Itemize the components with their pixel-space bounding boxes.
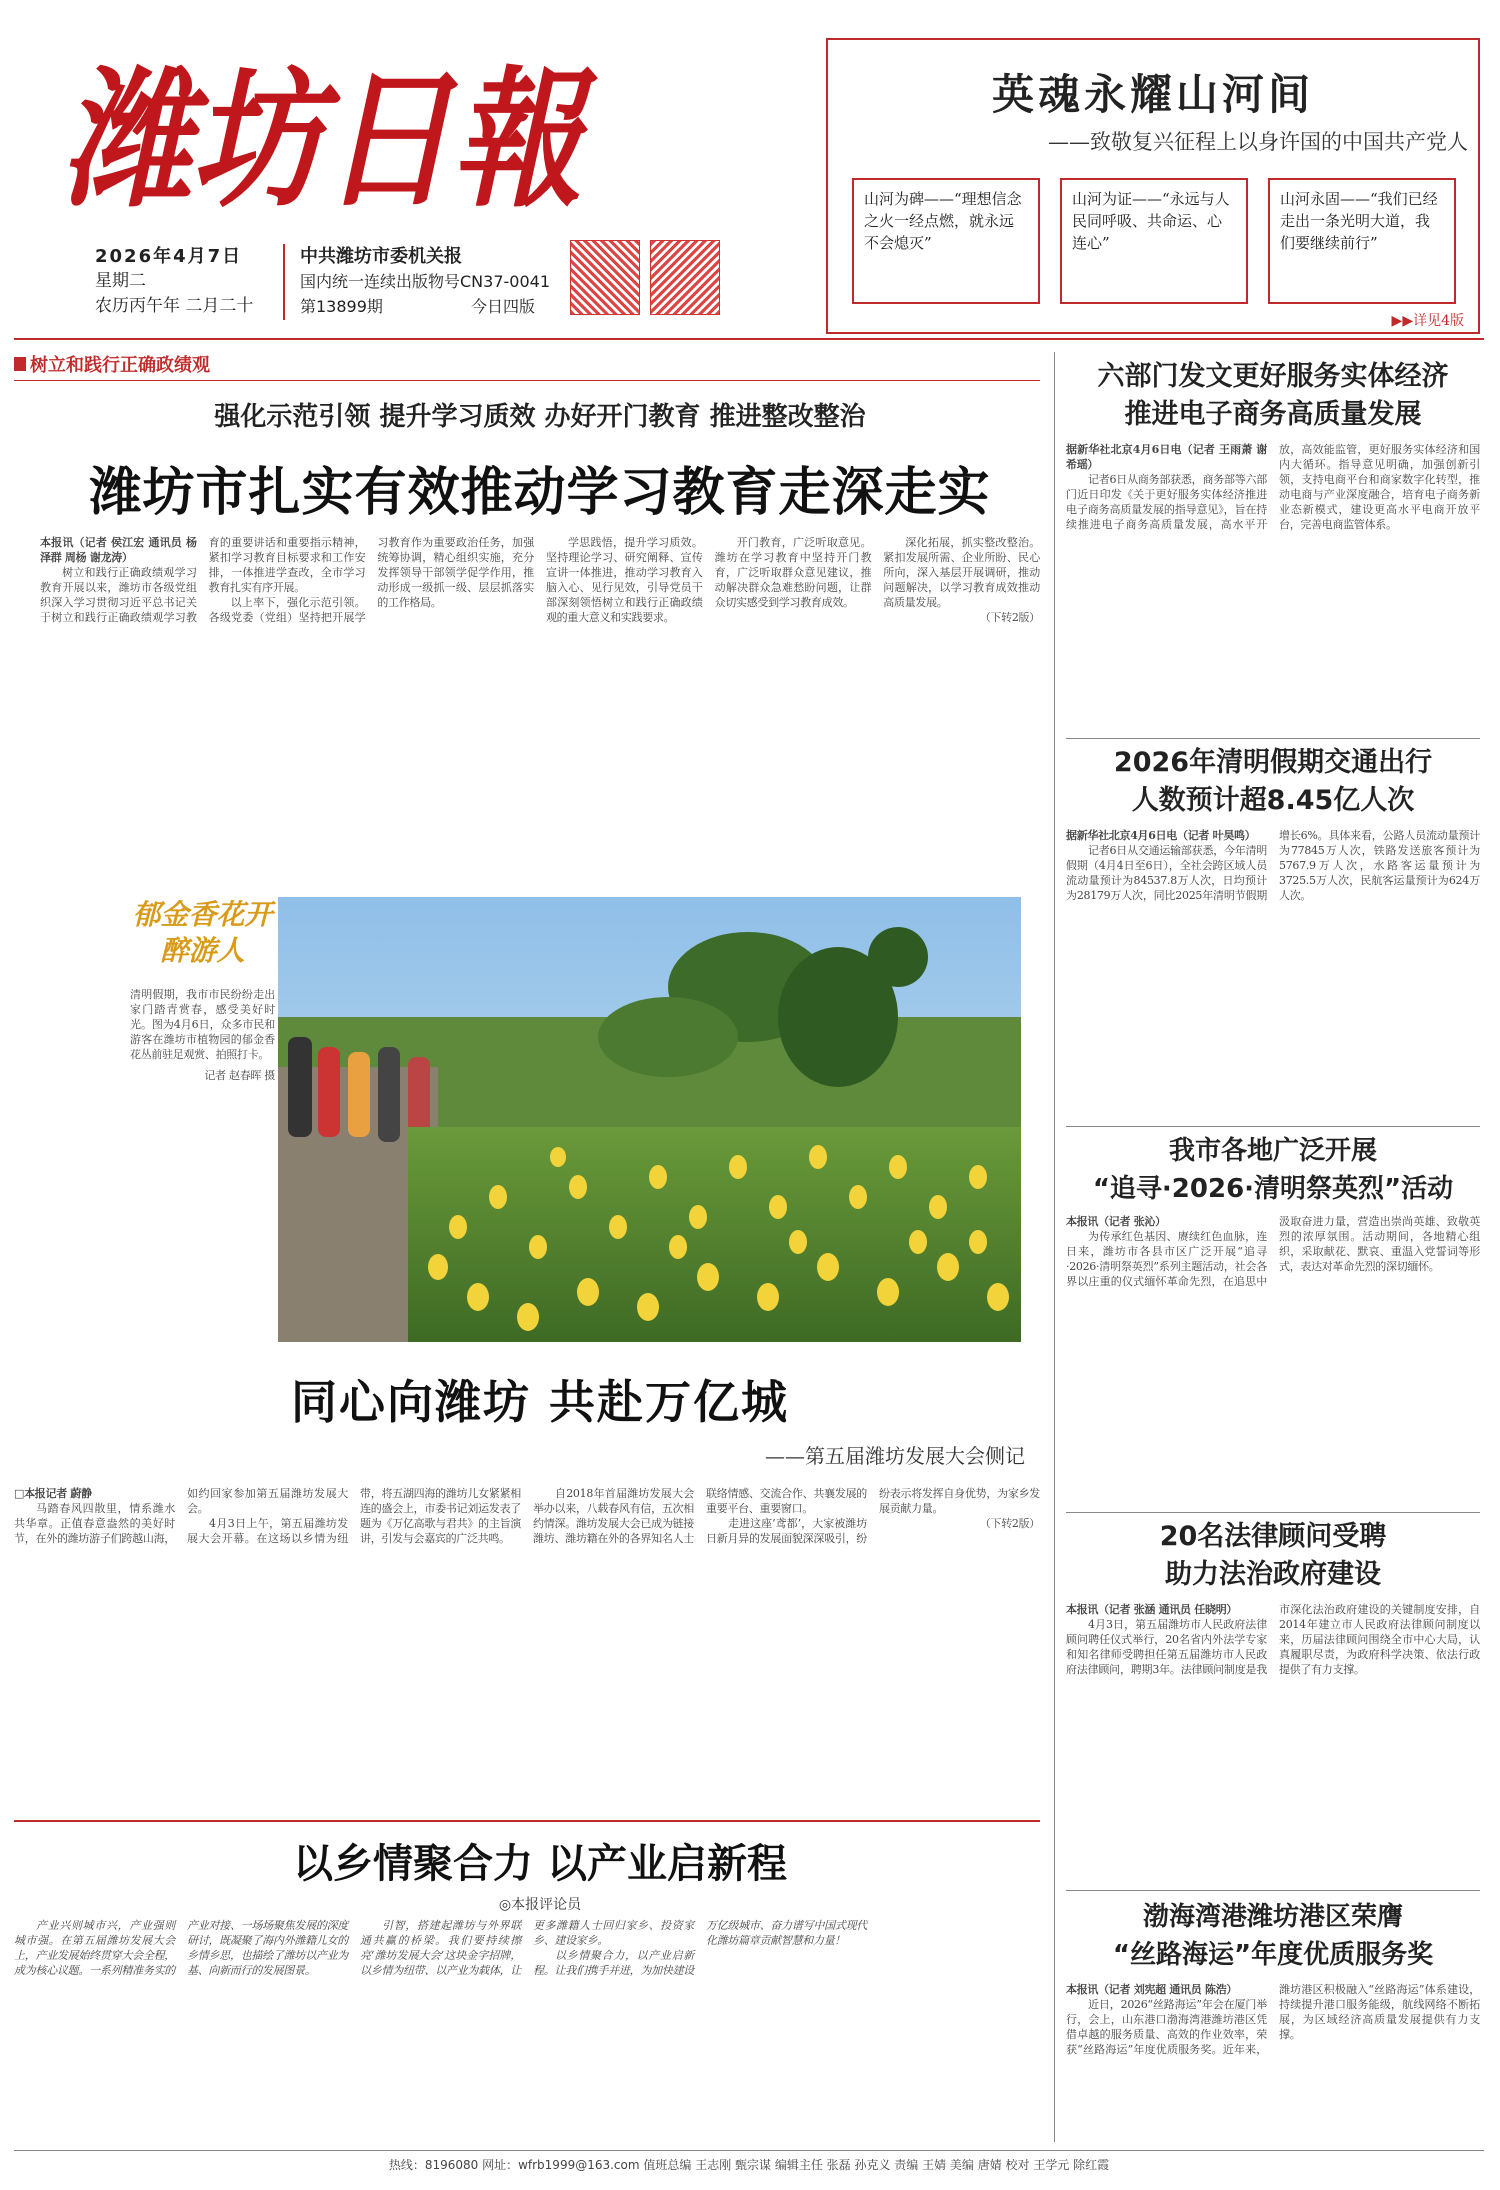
- feature-paragraph: 马踏春风四散里，情系潍水共华章。正值春意盎然的美好时节，在外的潍坊游子们跨越山海，如约回家参加第五届潍坊发展大会。: [14, 1487, 348, 1545]
- lead-paragraph: 开门教育，广泛听取意见。潍坊在学习教育中坚持开门教育，广泛听取群众意见建议，推动解决群众急难愁盼问题，让群众切实感受到学习教育成效。: [714, 536, 872, 609]
- banner-box-item[interactable]: 山河永固——“我们已经走出一条光明大道，我们要继续前行”: [1268, 178, 1456, 304]
- right-story-body: [1066, 1214, 1480, 1504]
- header-rule: [14, 338, 1484, 340]
- right-story-body: [1066, 1602, 1480, 1882]
- right-story-byline: 本报讯（记者 张涵 通讯员 任晓明）: [1066, 1603, 1238, 1616]
- headline-line: 人数预计超8.45亿人次: [1131, 785, 1415, 816]
- headline-line: “丝路海运”年度优质服务奖: [1112, 1940, 1434, 1970]
- commentary-paragraph: 产业兴则城市兴，产业强则城市强。在第五届潍坊发展大会上，产业发展始终贯穿大会全程，成为核心议题。一系列精准务实的产业对接、一场场聚焦发展的深度研讨，既凝聚了海内外潍籍儿女的乡情乡思，也描绘了潍坊以产业为基、向新而行的发展图景。: [14, 1919, 348, 1977]
- lead-paragraph: 树立和践行正确政绩观学习教育开展以来，潍坊市各级党组织深入学习贯彻习近平总书记关于树立和践行正确政绩观学习教育的重要讲话和重要指示精神，紧扣学习教育目标要求和工作安排，一体推进学查改，全市学习教育扎实有序开展。: [40, 536, 366, 624]
- tulip-photo-art: [278, 897, 1021, 1342]
- right-story-body: [1066, 442, 1480, 742]
- story-divider: [1066, 1126, 1480, 1127]
- commentary-paragraph: 以乡情聚合力，以产业启新程。让我们携手并进，为加快建设万亿级城市、奋力谱写中国式现代化潍坊篇章贡献智慧和力量！: [533, 1919, 867, 1977]
- lead-kicker: 强化示范引领 提升学习质效 办好开门教育 推进整改整治: [214, 402, 866, 432]
- footer-credits: 热线：8196080 网址：wfrb1999@163.com 值班总编 王志刚 甄宗谋 编辑主任 张磊 孙克义 责编 王婧 美编 唐婧 校对 王学元 除红霞: [388, 2158, 1110, 2172]
- lead-column-tag: [14, 352, 210, 376]
- right-column: [1066, 352, 1480, 2142]
- story-divider: [1066, 1512, 1480, 1513]
- right-story-text: 4月3日，第五届潍坊市人民政府法律顾问聘任仪式举行，20名省内外法学专家和知名律师受聘担任第五届潍坊市人民政府法律顾问，聘期3年。法律顾问制度是我市深化法治政府建设的关键制度安排，自2014年建立市人民政府法律顾问制度以来，历届法律顾问围绕全市中心大局，认真履职尽责，为政府科学决策、依法行政提供了有力支撑。: [1066, 1603, 1480, 1676]
- headline-line: 我市各地广泛开展: [1168, 1136, 1377, 1166]
- lead-byline: 本报讯（记者 侯江宏 通讯员 杨泽群 周杨 谢龙涛）: [40, 536, 197, 564]
- banner-box[interactable]: [826, 38, 1480, 334]
- commentary-paragraph: 引智，搭建起潍坊与外界联通共赢的桥梁。我们要持续擦亮‘潍坊发展大会’这块金字招牌，以乡情为纽带、以产业为载体，让更多潍籍人士回归家乡、投资家乡、建设家乡。: [360, 1919, 694, 1977]
- banner-more-link[interactable]: ▶▶详见4版: [1391, 313, 1464, 329]
- right-story-text: 记者6日从交通运输部获悉，今年清明假期（4月4日至6日），全社会跨区域人员流动量预计为84537.8万人次，日均预计为28179万人次，同比2025年清明节假期增长6%。具体来看，公路人员流动量预计为77845万人次，铁路发送旅客预计为5767.9万人次，水路客运量预计为3725.5万人次，民航客运量预计为624万人次。: [1066, 829, 1480, 902]
- photo-title-line: 郁金香花开: [132, 898, 273, 931]
- feature-paragraph: 4月3日上午，第五届潍坊发展大会开幕。在这场以乡情为纽带，将五湖四海的潍坊儿女紧紧相连的盛会上，市委书记刘运发表了题为《万亿高歌与君共》的主旨演讲，引发与会嘉宾的广泛共鸣。: [187, 1487, 521, 1545]
- headline-line: 六部门发文更好服务实体经济: [1097, 361, 1449, 392]
- masthead-cn: 国内统一连续出版物号CN37-0041: [300, 272, 550, 291]
- photo-credit: 记者 赵春晖 摄: [204, 1069, 275, 1082]
- masthead-logo: [52, 42, 599, 228]
- feature-byline: □本报记者 蔚静: [14, 1487, 92, 1500]
- feature-body: [14, 1486, 1040, 1804]
- masthead-lunar: 农历丙午年 二月二十: [95, 296, 254, 316]
- banner-box-item[interactable]: 山河为证——“永远与人民同呼吸、共命运、心连心”: [1060, 178, 1248, 304]
- photo-title-line: 醉游人: [160, 934, 245, 967]
- footer-rule: [14, 2150, 1484, 2151]
- headline-line: 20名法律顾问受聘: [1159, 1521, 1387, 1552]
- right-story-body: [1066, 828, 1480, 1118]
- story-divider: [1066, 738, 1480, 739]
- headline-line: 助力法治政府建设: [1165, 1559, 1381, 1590]
- headline-line: 渤海湾港潍坊港区荣膺: [1142, 1902, 1403, 1932]
- headline-line: 2026年清明假期交通出行: [1113, 747, 1433, 778]
- feature-more[interactable]: （下转2版）: [979, 1517, 1040, 1530]
- commentary-headline[interactable]: 以乡情聚合力 以产业启新程: [293, 1841, 787, 1887]
- right-story-body: [1066, 1982, 1480, 2132]
- masthead-date: 2026年4月7日: [95, 246, 243, 267]
- lead-body: [40, 535, 1040, 880]
- photo-caption: 清明假期，我市市民纷纷走出家门踏青赏春，感受美好时光。图为4月6日，众多市民和游客在潍坊市植物园的郁金香花丛前驻足观赏、拍照打卡。: [130, 988, 275, 1061]
- right-story-headline[interactable]: [1066, 744, 1480, 820]
- commentary-byline: ◎本报评论员: [498, 1897, 582, 1913]
- right-story-text: 为传承红色基因、赓续红色血脉，连日来，潍坊市各县市区广泛开展“追寻·2026·清明祭英烈”系列主题活动，社会各界以庄重的仪式缅怀革命先烈，在追思中汲取奋进力量，营造出崇尚英雄、致敬英烈的浓厚氛围。活动期间，各地精心组织，采取献花、默哀、重温入党誓词等形式，表达对革命先烈的深切缅怀。: [1066, 1215, 1480, 1288]
- masthead-org: 中共潍坊市委机关报: [300, 246, 462, 267]
- masthead-date-block: [95, 244, 275, 319]
- right-story-byline: 本报讯（记者 张沁）: [1066, 1215, 1166, 1228]
- right-story-byline: 本报讯（记者 刘宪超 通讯员 陈浩）: [1066, 1983, 1238, 1996]
- headline-line: 推进电子商务高质量发展: [1124, 399, 1422, 430]
- lead-rule: [14, 380, 1040, 381]
- photo-title: [130, 897, 275, 969]
- lead-column-label: 树立和践行正确政绩观: [30, 355, 210, 376]
- masthead-issue: 第13899期: [300, 297, 383, 316]
- lead-paragraph: 深化拓展，抓实整改整治。紧扣发展所需、企业所盼、民心所向，深入基层开展调研，推动问题解决，以学习教育成效推动高质量发展。: [883, 536, 1040, 609]
- right-story-byline: 据新华社北京4月6日电（记者 叶昊鸣）: [1066, 829, 1256, 842]
- right-story-headline[interactable]: [1066, 1132, 1480, 1208]
- tulip-photo[interactable]: [278, 897, 1021, 1342]
- banner-box-item[interactable]: 山河为碑——“理想信念之火一经点燃，就永远不会熄灭”: [852, 178, 1040, 304]
- commentary-body: [14, 1918, 1040, 2133]
- svg-text:潍坊日報: 潍坊日報: [62, 52, 599, 228]
- feature-paragraph: 走进这座‘鸢都’，大家被潍坊日新月异的发展面貌深深吸引，纷纷表示将发挥自身优势，为家乡发展贡献力量。: [706, 1487, 1040, 1545]
- section-rule: [14, 1820, 1040, 1822]
- right-story-headline[interactable]: [1066, 1898, 1480, 1974]
- masthead-pages: 今日四版: [470, 297, 535, 316]
- right-story-headline[interactable]: [1066, 1518, 1480, 1594]
- photo-caption-block: [130, 897, 275, 1257]
- banner-title: 英魂永耀山河间: [991, 70, 1314, 119]
- right-story-headline[interactable]: [1066, 358, 1480, 434]
- headline-line: “追寻·2026·清明祭英烈”活动: [1092, 1174, 1454, 1204]
- lead-paragraph: 学思践悟，提升学习质效。坚持理论学习、研究阐释、宣传宣讲一体推进，推动学习教育入脑入心、见行见效，引导党员干部深刻领悟树立和践行正确政绩观的重大意义和实践要求。: [545, 536, 703, 624]
- right-story-text: 记者6日从商务部获悉，商务部等六部门近日印发《关于更好服务实体经济推进电子商务高质量发展的指导意见》，旨在持续推进电子商务高质量发展，高水平开放，高效能监管，更好服务实体经济和国内大循环。指导意见明确，加强创新引领，支持电商平台和商家数字化转型，推动电商与产业深度融合，培育电子商务新业态新模式，建设更高水平电商开放平台，完善电商监管体系。: [1066, 443, 1480, 531]
- feature-subtitle: ——第五届潍坊发展大会侧记: [765, 1444, 1025, 1468]
- masthead-divider: [283, 244, 285, 320]
- feature-headline[interactable]: 同心向潍坊 共赴万亿城: [290, 1375, 789, 1429]
- masthead-logo-art: [52, 42, 599, 228]
- banner-subtitle: ——致敬复兴征程上以身许国的中国共产党人: [1048, 130, 1468, 154]
- masthead-info-block: [300, 244, 560, 319]
- lead-headline[interactable]: 潍坊市扎实有效推动学习教育走深走实: [89, 463, 991, 523]
- lead-paragraph: 以上率下，强化示范引领。各级党委（党组）坚持把开展学习教育作为重要政治任务，加强统筹协调，精心组织实施，充分发挥领导干部领学促学作用，推动形成一级抓一级、层层抓落实的工作格局。: [208, 536, 534, 624]
- qr-code-icon[interactable]: [570, 240, 640, 315]
- feature-paragraph: 自2018年首届潍坊发展大会举办以来，八载春风有信，五次相约情深。潍坊发展大会已成为链接潍坊、潍坊籍在外的各界知名人士联络情感、交流合作、共襄发展的重要平台、重要窗口。: [533, 1487, 867, 1545]
- qr-code-icon[interactable]: [650, 240, 720, 315]
- column-square-icon: [14, 357, 26, 371]
- right-story-byline: 据新华社北京4月6日电（记者 王雨萧 谢希瑶）: [1066, 443, 1267, 471]
- right-story-text: 近日，2026“丝路海运”年会在厦门举行，会上，山东港口渤海湾港潍坊港区凭借卓越的服务质量、高效的作业效率，荣获“丝路海运”年度优质服务奖。近年来，潍坊港区积极融入“丝路海运”体系建设，持续提升港口服务能级，航线网络不断拓展，为区域经济高质量发展提供有力支撑。: [1066, 1983, 1480, 2056]
- lead-more[interactable]: （下转2版）: [979, 611, 1040, 624]
- story-divider: [1066, 1890, 1480, 1891]
- masthead-weekday: 星期二: [95, 271, 146, 291]
- column-divider: [1054, 352, 1055, 2142]
